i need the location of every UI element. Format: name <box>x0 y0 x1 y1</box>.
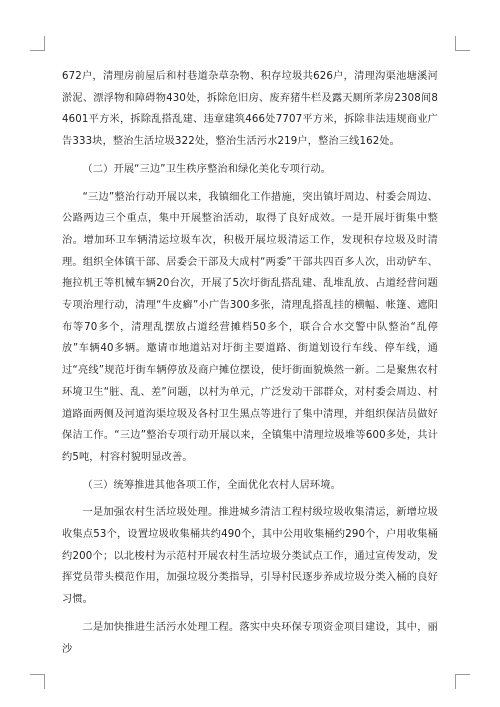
paragraph-three-sides: “三边”整治行动开展以来，我镇细化工作措施，突出镇圩周边、村委会周边、公路两边三个重点，集中开展整治活动，取得了良好成效。一是开展圩街集中整治。增加环卫车辆清运垃圾车次，积极开展垃圾清运工作，发现积存垃圾及时清理。组织全体镇干部、居委会干部及大成村“两委”干部共四百多人次，出动铲车、拖拉机王等机械车辆20台次，开展了5次圩街乱搭乱建、乱堆乱放、占道经营问题专项治理行动，清理“牛皮癣”小广告300多张，清理乱搭乱挂的横幅、帐篷、遮阳布等70多个，清理乱摆放占道经营摊档50多个，联合合水交警中队整治“乱停放”车辆40多辆。邀请市地道站对圩街主要道路、街道划设行车线、停车线，通过“亮线”规范圩街车辆停放及商户摊位摆设，使圩街面貌焕然一新。二是聚焦农村环境卫生“脏、乱、差”问题，以村为单元，广泛发动干部群众，对村委会周边、村道路面两侧及河道沟渠垃圾及各村卫生黑点等进行了集中清理，并组织保洁员做好保洁工作。“三边”整治专项行动开展以来，全镇集中清理垃圾堆等600多处，共计约5吨，村容村貌明显改善。 <box>62 191 438 463</box>
crop-mark-top-right <box>455 36 470 51</box>
paragraph-statistics: 672户，清理房前屋后和村巷道杂草杂物、积存垃圾共626户，清理沟渠池塘溪河淤泥、漂浮物和障碍物430处，拆除危旧房、废弃猪牛栏及露天厕所茅房2308间84601平方米，拆除乱搭乱建、违章建筑466处7707平方米，拆除非法违规商业广告333块，整治生活垃圾322处，整治生活污水219户，整治三线162处。 <box>62 71 438 148</box>
section-heading-3: （三）统筹推进其他各项工作，全面优化农村人居环境。 <box>82 479 341 491</box>
section-heading-2: （二）开展“三边”卫生秩序整治和绿化美化专项行动。 <box>82 163 332 175</box>
crop-mark-bottom-right <box>455 674 470 689</box>
paragraph-sewage: 二是加快推进生活污水处理工程。落实中央环保专项资金项目建设，其中，丽沙 <box>62 621 438 655</box>
crop-mark-top-left <box>30 36 45 51</box>
crop-mark-bottom-left <box>30 674 45 689</box>
paragraph-garbage: 一是加强农村生活垃圾处理。推进城乡清洁工程村级垃圾收集清运，新增垃圾收集点53个，设置垃圾收集桶共约490个，其中公用收集桶约290个，户用收集桶约200个；以北梭村为示范村开展农村生活垃圾分类试点工作，通过宣传发动，发挥党员带头模范作用，加强垃圾分类指导，引导村民逐步养成垃圾分类入桶的良好习惯。 <box>62 507 438 606</box>
document-body <box>62 66 438 666</box>
